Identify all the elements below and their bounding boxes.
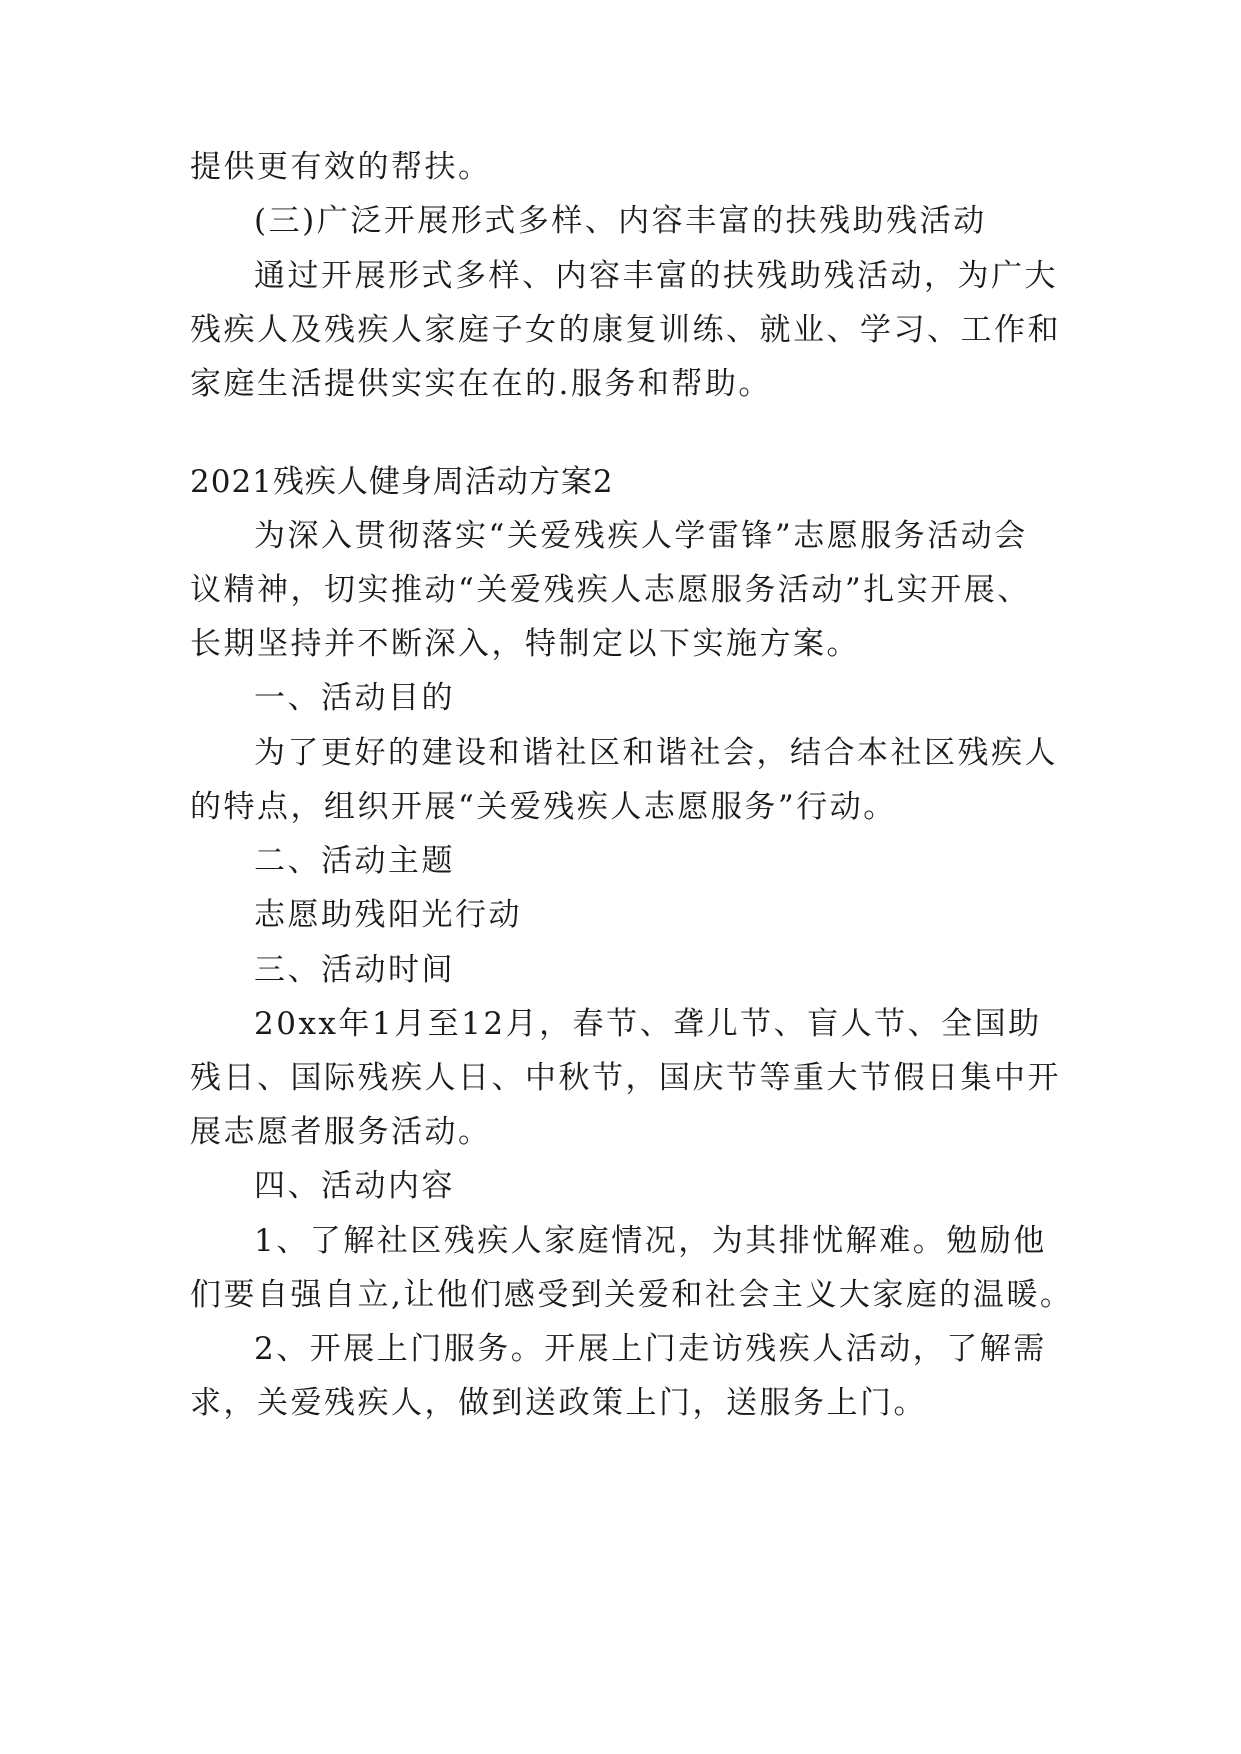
section-heading: 四、活动内容 bbox=[254, 1168, 455, 1204]
paragraph-line: 残日、国际残疾人日、中秋节，国庆节等重大节假日集中开 bbox=[190, 1060, 1061, 1096]
paragraph-line: 长期坚持并不断深入，特制定以下实施方案。 bbox=[190, 626, 860, 662]
paragraph-line: 2、开展上门服务。开展上门走访残疾人活动，了解需 bbox=[254, 1331, 1047, 1367]
paragraph-line: 为了更好的建设和谐社区和谐社会，结合本社区残疾人 bbox=[254, 735, 1058, 771]
section-heading: 一、活动目的 bbox=[254, 680, 455, 716]
paragraph-line: 志愿助残阳光行动 bbox=[254, 897, 522, 933]
section-heading: 三、活动时间 bbox=[254, 952, 455, 988]
paragraph-line: 展志愿者服务活动。 bbox=[190, 1114, 492, 1150]
paragraph-line: 提供更有效的帮扶。 bbox=[190, 149, 492, 185]
section-heading: 二、活动主题 bbox=[254, 843, 455, 879]
paragraph-line: 为深入贯彻落实“关爱残疾人学雷锋”志愿服务活动会 bbox=[254, 518, 1028, 554]
paragraph-line: 20xx年1月至12月，春节、聋儿节、盲人节、全国助 bbox=[254, 1006, 1042, 1042]
paragraph-line: 通过开展形式多样、内容丰富的扶残助残活动，为广大 bbox=[254, 258, 1058, 294]
paragraph-line: 求，关爱残疾人，做到送政策上门，送服务上门。 bbox=[190, 1385, 927, 1421]
paragraph-line: 家庭生活提供实实在在的.服务和帮助。 bbox=[190, 366, 772, 402]
document-title: 2021残疾人健身周活动方案2 bbox=[190, 464, 614, 500]
paragraph-line: 残疾人及残疾人家庭子女的康复训练、就业、学习、工作和 bbox=[190, 312, 1061, 348]
paragraph-line: 1、了解社区残疾人家庭情况，为其排忧解难。勉励他 bbox=[254, 1223, 1047, 1259]
paragraph-line: 议精神，切实推动“关爱残疾人志愿服务活动”扎实开展、 bbox=[190, 572, 1031, 608]
paragraph-line: 们要自强自立,让他们感受到关爱和社会主义大家庭的温暖。 bbox=[190, 1277, 1074, 1313]
paragraph-line: 的特点，组织开展“关爱残疾人志愿服务”行动。 bbox=[190, 789, 897, 825]
section-heading: (三)广泛开展形式多样、内容丰富的扶残助残活动 bbox=[254, 203, 987, 239]
